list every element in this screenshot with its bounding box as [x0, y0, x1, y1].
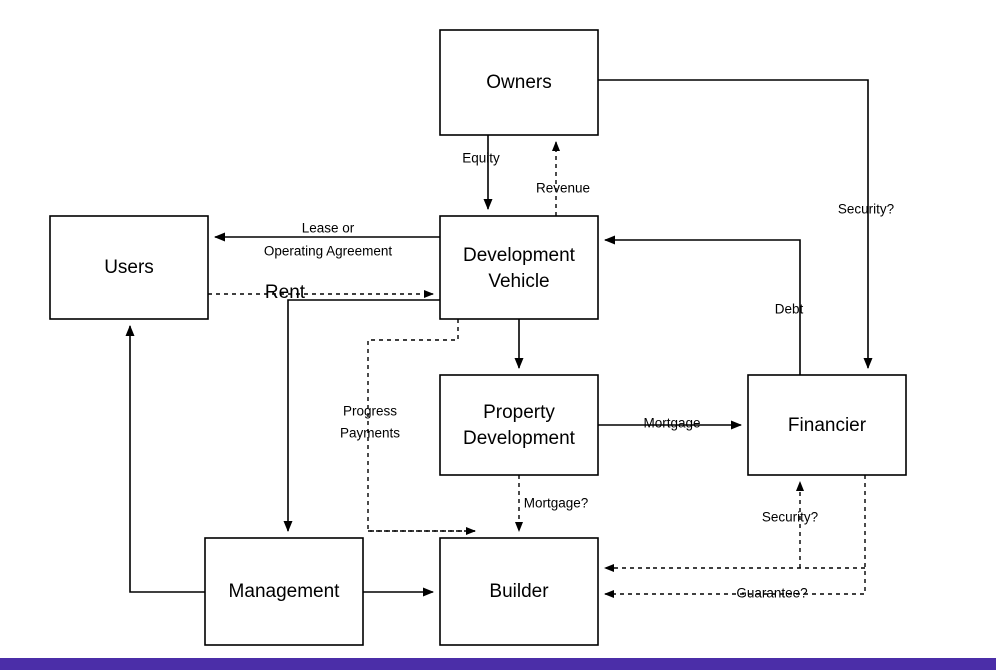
edge-label-rent: Rent — [264, 282, 306, 304]
edge-security-builder-financier — [762, 482, 818, 568]
edge-label-debt: Debt — [774, 301, 804, 317]
edge-mortgage-question — [519, 475, 588, 531]
edge-label-progress-line2: Payments — [339, 425, 401, 441]
node-builder[interactable] — [440, 538, 598, 645]
node-label-property-development-line2: Development — [463, 428, 575, 450]
edge-label-guarantee: Guarantee? — [736, 585, 808, 601]
edge-label-equity: Equity — [462, 150, 500, 166]
node-label-property-development-line1: Property — [483, 402, 555, 424]
node-label-builder: Builder — [489, 581, 549, 603]
edge-label-mortgage-question: Mortgage? — [523, 495, 589, 511]
edge-debt — [605, 240, 803, 375]
edge-label-lease-line1: Lease or — [301, 220, 355, 236]
node-label-management: Management — [228, 581, 340, 603]
edge-label-revenue: Revenue — [535, 180, 591, 196]
edge-revenue — [536, 142, 590, 216]
node-label-development-vehicle-line2: Vehicle — [488, 271, 550, 293]
edge-equity — [462, 135, 500, 209]
edge-label-security-owners: Security? — [837, 201, 895, 217]
edge-label-lease-line2: Operating Agreement — [263, 243, 393, 259]
edge-label-progress-line1: Progress — [342, 403, 398, 419]
node-property-development[interactable] — [440, 375, 598, 475]
node-financier[interactable] — [748, 375, 906, 475]
edge-mortgage — [598, 416, 741, 431]
node-management[interactable] — [205, 538, 363, 645]
node-label-users: Users — [104, 257, 154, 279]
node-label-development-vehicle-line1: Development — [463, 245, 575, 267]
node-development-vehicle[interactable] — [440, 216, 598, 319]
edge-guarantee-question — [605, 475, 865, 601]
node-users[interactable] — [50, 216, 208, 319]
node-label-financier: Financier — [787, 415, 867, 437]
node-owners[interactable] — [440, 30, 598, 135]
edge-label-mortgage: Mortgage — [643, 415, 701, 431]
edge-label-security-builder: Security? — [761, 509, 819, 525]
edge-management-to-users — [130, 326, 205, 592]
bottom-accent-bar — [0, 658, 996, 670]
edge-lease-or-operating-agreement — [215, 221, 440, 259]
edge-security-owners-financier — [598, 80, 894, 368]
node-label-owners: Owners — [486, 72, 552, 94]
